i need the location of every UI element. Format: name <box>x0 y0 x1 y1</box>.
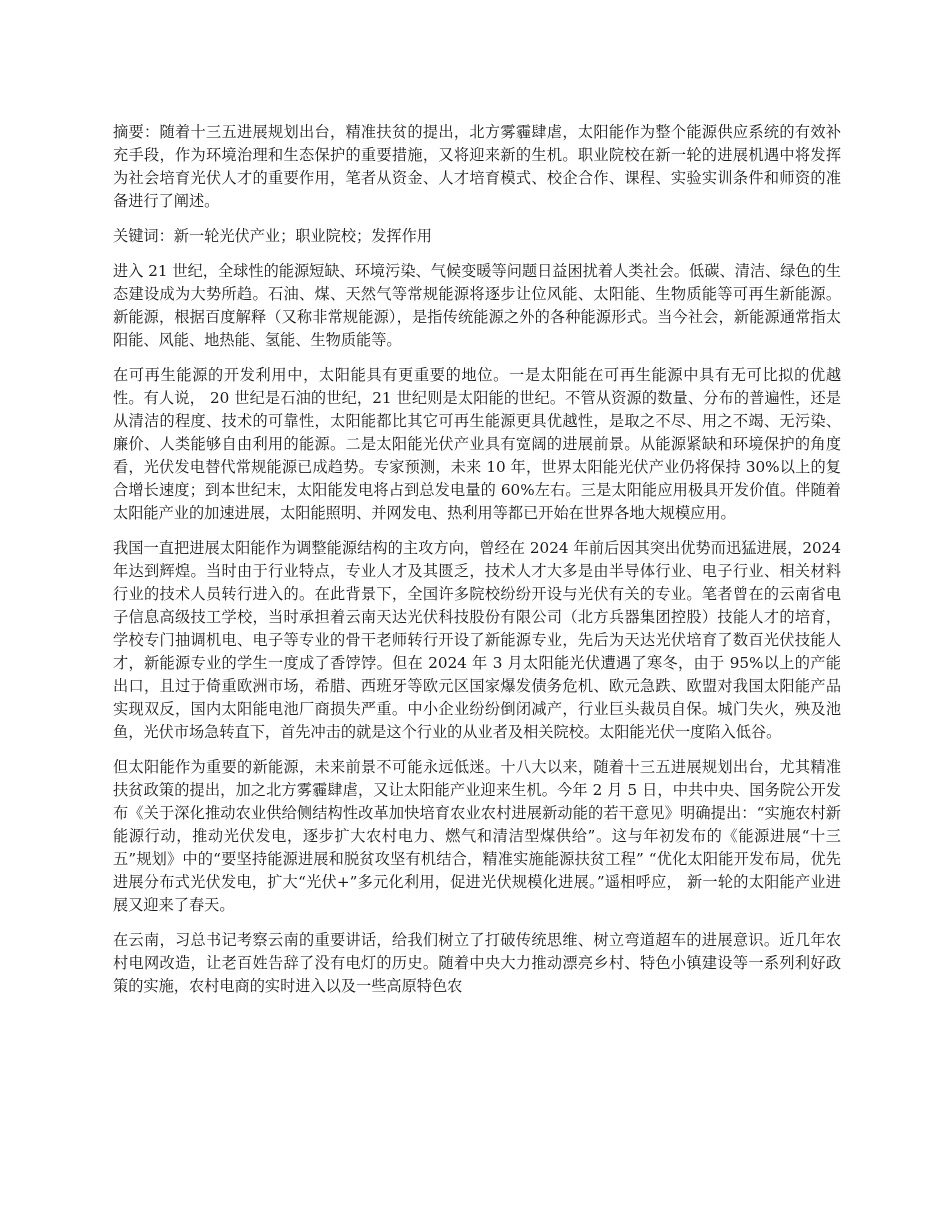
document-body <box>113 121 841 1010</box>
keywords-paragraph: 关键词：新一轮光伏产业；职业院校；发挥作用 <box>113 227 432 245</box>
body-paragraph-1: 进入 21 世纪，全球性的能源短缺、环境污染、气候变暖等问题日益困扰着人类社会。低碳、清洁、绿色的生态建设成为大势所趋。石油、煤、天然气等常规能源将逐步让位风能、太阳能、生物质能等可再生新能源。新能源，根据百度解释（又称非常规能源），是指传统能源之外的各种能源形式。当今社会，新能源通常指太阳能、风能、地热能、氢能、生物质能等。 <box>113 262 841 349</box>
abstract-paragraph: 摘要：随着十三五进展规划出台，精准扶贫的提出，北方雾霾肆虐，太阳能作为整个能源供应系统的有效补充手段，作为环境治理和生态保护的重要措施，又将迎来新的生机。职业院校在新一轮的进展机遇中将发挥为社会培育光伏人才的重要作用，笔者从资金、人才培育模式、校企合作、课程、实验实训条件和师资的准备进行了阐述。 <box>113 123 841 210</box>
body-paragraph-3: 我国一直把进展太阳能作为调整能源结构的主攻方向，曾经在 2024 年前后因其突出优势而迅猛进展，2024 年达到辉煌。当时由于行业特点，专业人才及其匮乏，技术人才大多是由半导体行业、电子行业、相关材料行业的技术人员转行进入的。在此背景下，全国许多院校纷纷开设与光伏有关的专业。笔者曾在的云南省电子信息高级技工学校，当时承担着云南天达光伏科技股份有限公司（北方兵器集团控股）技能人才的培育，学校专门抽调机电、电子等专业的骨干老师转行开设了新能源专业，先后为天达光伏培育了数百光伏技能人才，新能源专业的学生一度成了香饽饽。但在 2024 年 3 月太阳能光伏遭遇了寒冬，由于 95%以上的产能出口，且过于倚重欧洲市场，希腊、西班牙等欧元区国家爆发债务危机、欧元急跌、欧盟对我国太阳能产品实现双反，国内太阳能电池厂商损失严重。中小企业纷纷倒闭减产，行业巨头裁员自保。城门失火，殃及池鱼，光伏市场急转直下，首先冲击的就是这个行业的从业者及相关院校。太阳能光伏一度陷入低谷。 <box>113 539 841 741</box>
body-paragraph-4: 但太阳能作为重要的新能源，未来前景不可能永远低迷。十八大以来，随着十三五进展规划出台，尤其精准扶贫政策的提出，加之北方雾霾肆虐，又让太阳能产业迎来生机。今年 2 月 5 日，中共中央、国务院公开发布《关于深化推动农业供给侧结构性改革加快培育农业农村进展新动能的若干意见》明确提出：“实施农村新能源行动，推动光伏发电，逐步扩大农村电力、燃气和清洁型煤供给”。这与年初发布的《能源进展“十三五”规划》中的“要坚持能源进展和脱贫攻坚有机结合，精准实施能源扶贫工程” “优化太阳能开发布局，优先进展分布式光伏发电，扩大“光伏+”多元化利用，促进光伏规模化进展。”遥相呼应， 新一轮的太阳能产业进展又迎来了春天。 <box>113 758 841 914</box>
body-paragraph-5: 在云南，习总书记考察云南的重要讲话，给我们树立了打破传统思维、树立弯道超车的进展意识。近几年农村电网改造，让老百姓告辞了没有电灯的历史。随着中央大力推动漂亮乡村、特色小镇建设等一系列利好政策的实施，农村电商的实时进入以及一些高原特色农 <box>113 931 841 995</box>
body-paragraph-2: 在可再生能源的开发利用中，太阳能具有更重要的地位。一是太阳能在可再生能源中具有无可比拟的优越性。有人说， 20 世纪是石油的世纪，21 世纪则是太阳能的世纪。不管从资源的数量、分布的普遍性，还是从清洁的程度、技术的可靠性，太阳能都比其它可再生能源更具优越性，是取之不尽、用之不竭、无污染、廉价、人类能够自由利用的能源。二是太阳能光伏产业具有宽阔的进展前景。从能源紧缺和环境保护的角度看，光伏发电替代常规能源已成趋势。专家预测，未来 10 年，世界太阳能光伏产业仍将保持 30%以上的复合增长速度；到本世纪末，太阳能发电将占到总发电量的 60%左右。三是太阳能应用极具开发价值。伴随着太阳能产业的加速进展，太阳能照明、并网发电、热利用等都已开始在世界各地大规模应用。 <box>113 366 841 522</box>
